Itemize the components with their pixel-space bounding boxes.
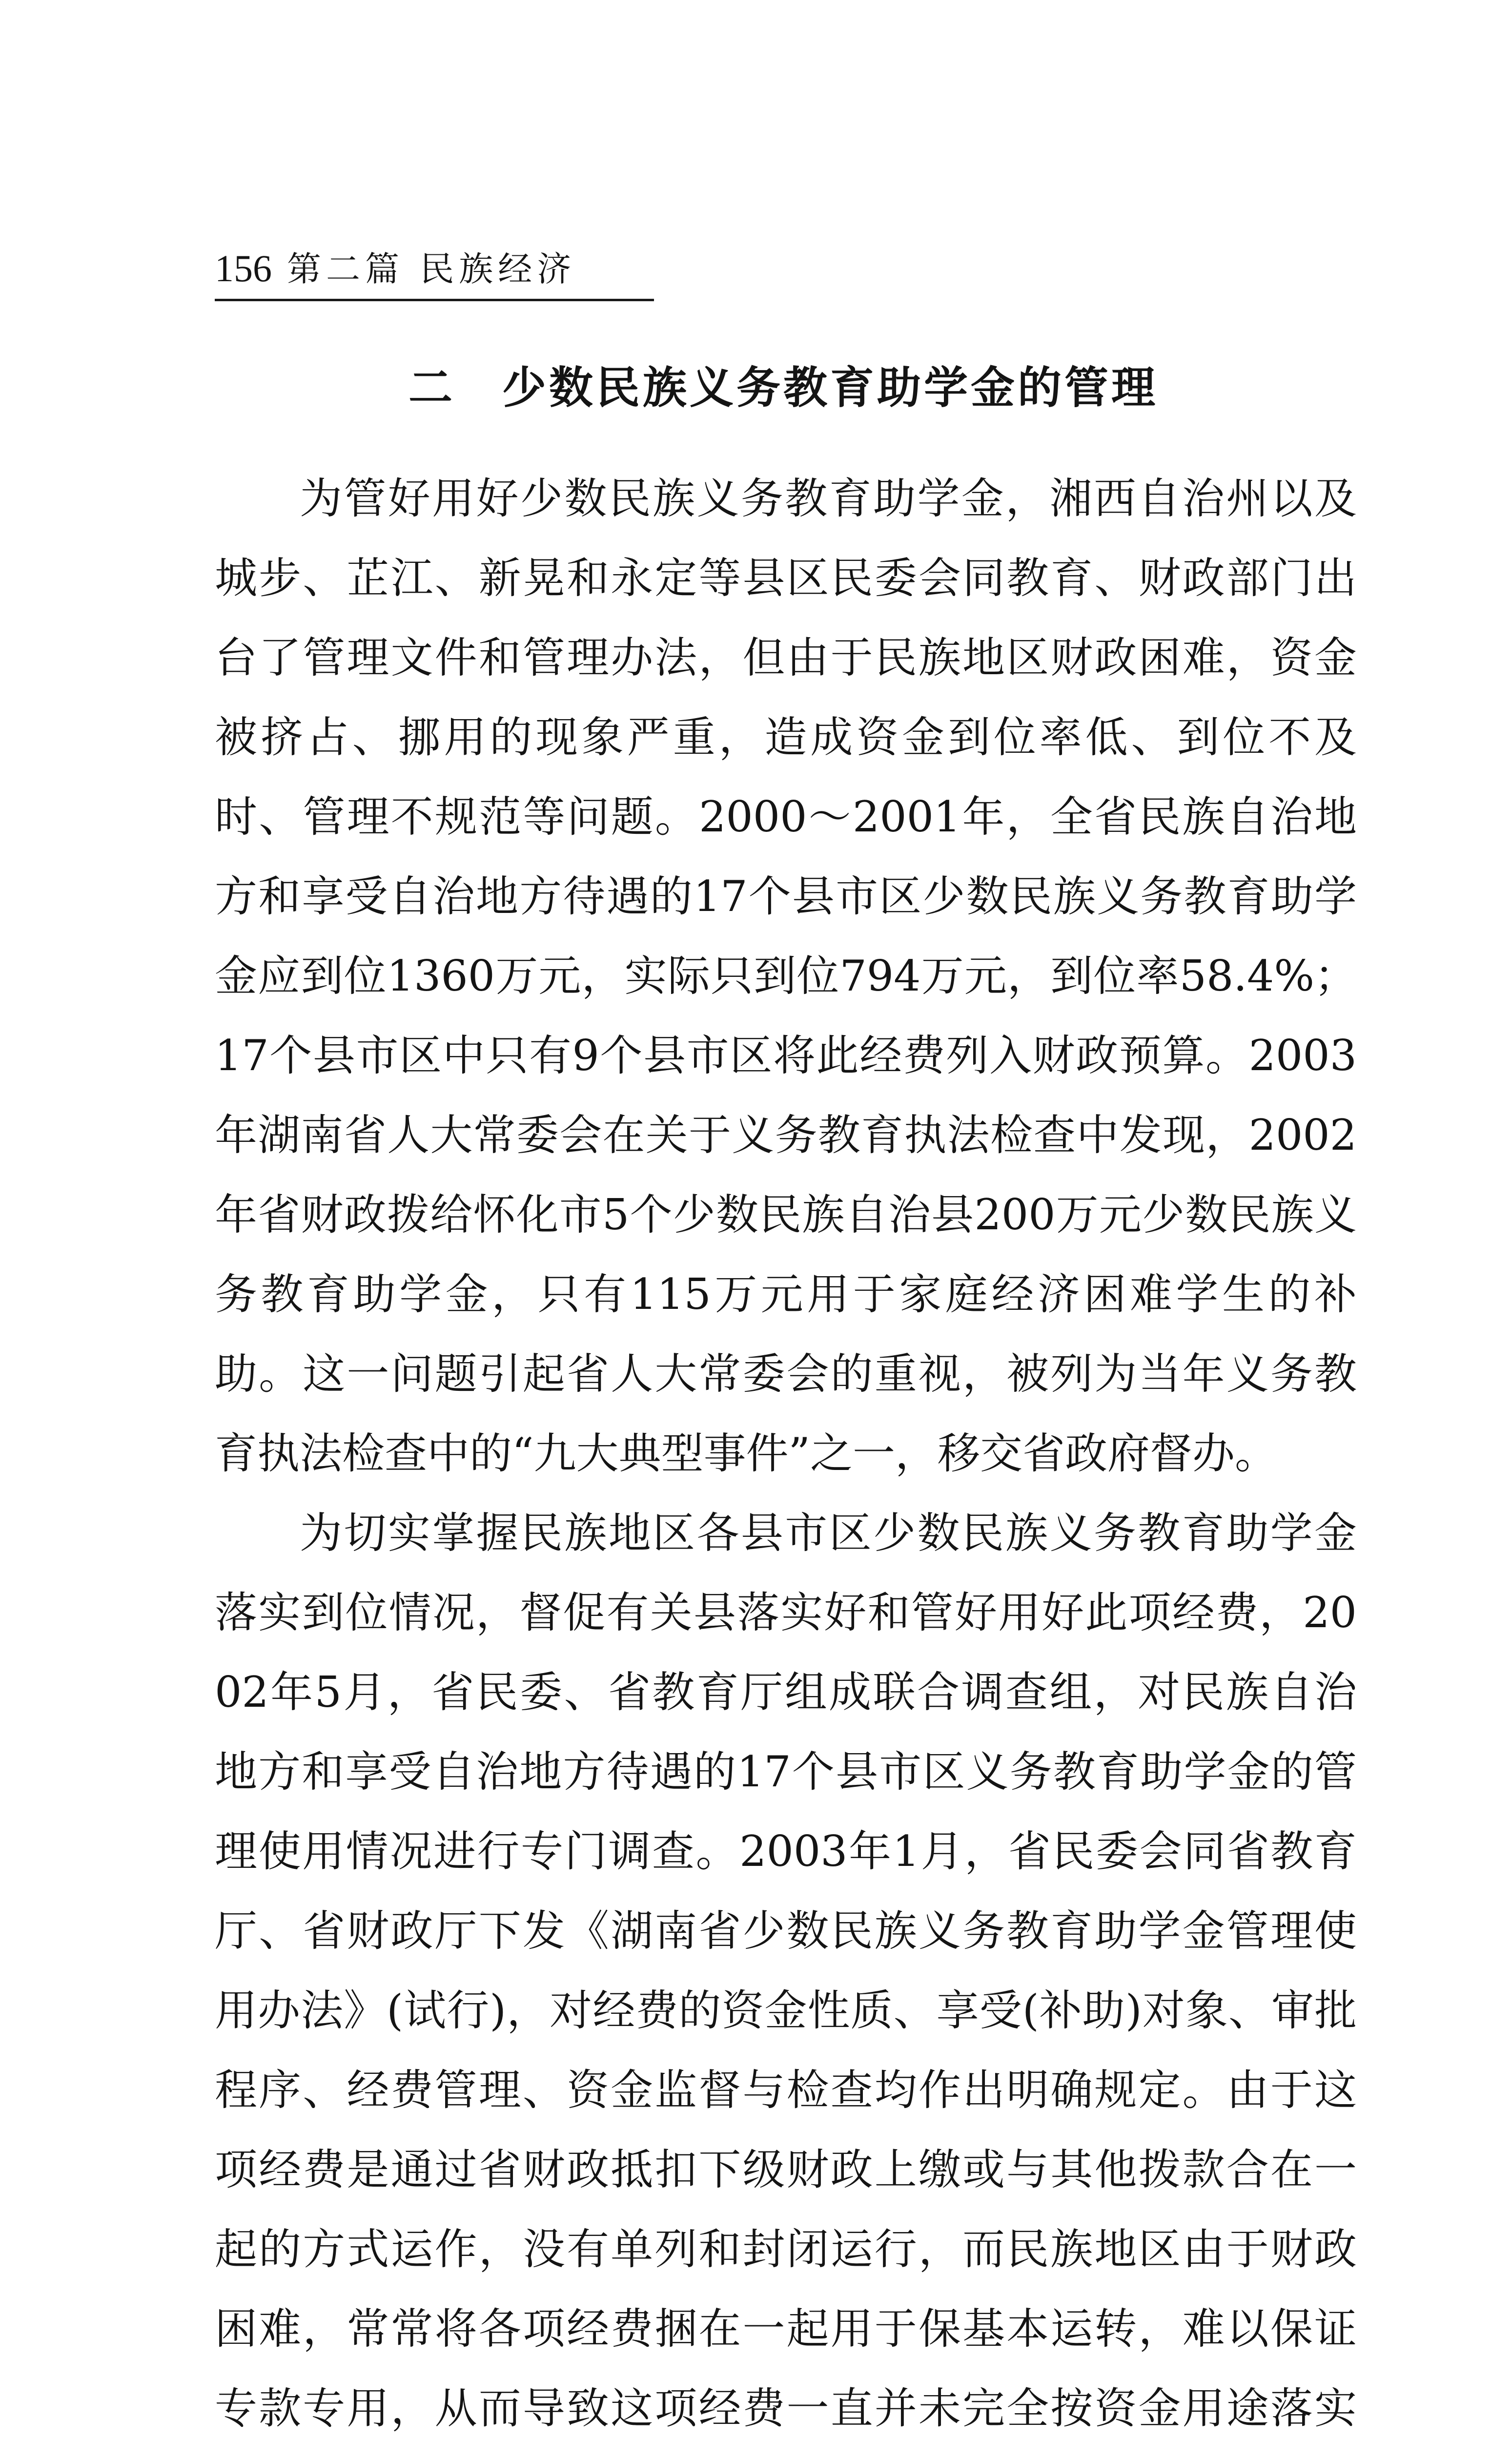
section-title: 二 少数民族义务教育助学金的管理 xyxy=(409,362,1158,414)
paragraph-1: 为管好用好少数民族义务教育助学金，湘西自治州以及城步、芷江、新晃和永定等县区民委会同教育、财政部门出台了管理文件和管理办法，但由于民族地区财政困难，资金被挤占、挪用的现象严重，造成资金到位率低、到位不及时、管理不规范等问题。2000～2001年，全省民族自治地方和享受自治地方待遇的17个县市区少数民族义务教育助学金应到位1360万元，实际只到位794万元，到位率58.4%；17个县市区中只有9个县市区将此经费列入财政预算。2003年湖南省人大常委会在关于义务教育执法检查中发现，2002年省财政拨给怀化市5个少数民族自治县200万元少数民族义务教育助学金，只有115万元用于家庭经济困难学生的补助。这一问题引起省人大常委会的重视，被列为当年义务教育执法检查中的“九大典型事件”之一，移交省政府督办。 xyxy=(215,474,1357,1478)
running-header xyxy=(215,244,654,301)
part-title: 第二篇 民族经济 xyxy=(287,249,576,289)
body-text xyxy=(215,459,1357,2441)
page-number: 156 xyxy=(215,247,272,290)
paragraph-2: 为切实掌握民族地区各县市区少数民族义务教育助学金落实到位情况，督促有关县落实好和管好用好此项经费，2002年5月，省民委、省教育厅组成联合调查组，对民族自治地方和享受自治地方待遇的17个县市区义务教育助学金的管理使用情况进行专门调查。2003年1月，省民委会同省教育厅、省财政厅下发《湖南省少数民族义务教育助学金管理使用办法》(试行)，对经费的资金性质、享受(补助)对象、审批程序、经费管理、资金监督与检查均作出明确规定。由于这项经费是通过省财政抵扣下级财政上缴或与其他拨款合在一起的方式运作，没有单列和封闭运行，而民族地区由于财政困难，常常将各项经费捆在一起用于保基本运转，难以保证专款专用，从而导致这项经费一直并未完全按资金用途落实 xyxy=(215,1508,1357,2433)
